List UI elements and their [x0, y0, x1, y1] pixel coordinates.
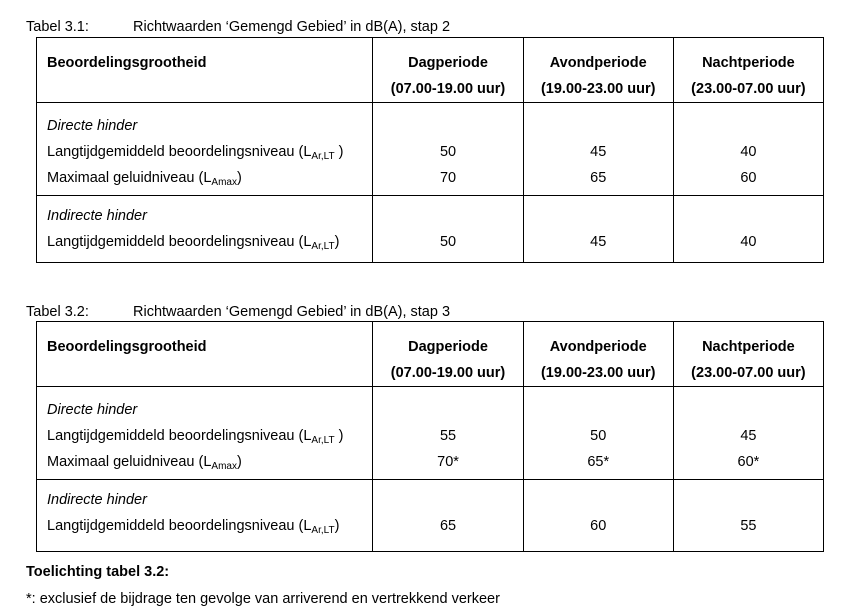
- value: 70*: [437, 454, 459, 470]
- label-cell: [37, 387, 373, 480]
- header-label: Beoordelingsgrootheid: [47, 55, 207, 71]
- table-3-2: [36, 321, 824, 552]
- value: 60: [740, 170, 757, 186]
- period-hours: (07.00-19.00 uur): [390, 81, 506, 97]
- value: 60*: [737, 454, 760, 470]
- period-hours: (23.00-07.00 uur): [691, 81, 806, 97]
- header-cell: [37, 322, 373, 387]
- direct-hinder-row: [37, 103, 824, 196]
- row-label: Langtijdgemiddeld beoordelingsniveau ($L_{Ar,LT}$ ): [47, 144, 344, 162]
- row-label: Maximaal geluidniveau $(L_{Amax})$: [47, 170, 242, 188]
- period-name: Dagperiode: [408, 339, 488, 355]
- value-cell: [523, 103, 673, 196]
- value: 65: [439, 518, 457, 534]
- value-cell: [373, 480, 523, 552]
- value-cell: [373, 103, 523, 196]
- value-cell: [673, 387, 823, 480]
- value: 40: [740, 234, 757, 250]
- section-title: Directe hinder: [47, 118, 138, 134]
- table-number: Tabel 3.1:: [26, 19, 89, 35]
- table-caption: [26, 19, 450, 35]
- value: 45: [590, 144, 607, 160]
- value: 55: [740, 518, 757, 534]
- period-name: Nachtperiode: [702, 339, 795, 355]
- period-hours: (07.00-19.00 uur): [390, 365, 506, 381]
- table-title: Richtwaarden ‘Gemengd Gebied’ in dB(A), stap 3: [133, 304, 451, 320]
- value: 50: [439, 144, 457, 160]
- header-cell: [373, 322, 523, 387]
- value: 55: [439, 428, 457, 444]
- header-cell: [673, 38, 823, 103]
- section-title: Indirecte hinder: [47, 208, 147, 224]
- value: 45: [740, 428, 757, 444]
- indirect-hinder-row: [37, 196, 824, 263]
- header-label: Beoordelingsgrootheid: [47, 339, 207, 355]
- period-hours: (19.00-23.00 uur): [540, 81, 656, 97]
- header-cell: [673, 322, 823, 387]
- label-cell: [37, 196, 373, 263]
- section-title: Indirecte hinder: [47, 492, 147, 508]
- period-hours: (23.00-07.00 uur): [691, 365, 806, 381]
- table-caption: [26, 304, 450, 320]
- header-cell: [523, 38, 673, 103]
- row-label: Maximaal geluidniveau $(L_{Amax})$: [47, 454, 242, 472]
- note-title: Toelichting tabel 3.2:: [26, 564, 170, 580]
- value-cell: [373, 387, 523, 480]
- value: 65*: [587, 454, 610, 470]
- section-title: Directe hinder: [47, 402, 138, 418]
- direct-hinder-row: [37, 387, 824, 480]
- header-cell: [373, 38, 523, 103]
- value-cell: [673, 196, 823, 263]
- period-hours: (19.00-23.00 uur): [540, 365, 656, 381]
- header-cell: [523, 322, 673, 387]
- table-number: Tabel 3.2:: [26, 304, 89, 320]
- value: 50: [590, 428, 607, 444]
- note-text: *: exclusief de bijdrage ten gevolge van arriverend en vertrekkend verkeer: [26, 591, 500, 607]
- value: 70: [439, 170, 457, 186]
- value-cell: [673, 103, 823, 196]
- table-3-1: [36, 37, 824, 263]
- table-title: Richtwaarden ‘Gemengd Gebied’ in dB(A), stap 2: [133, 19, 451, 35]
- row-label: Langtijdgemiddeld beoordelingsniveau $(L_{Ar,LT})$: [47, 518, 340, 536]
- row-label: Langtijdgemiddeld beoordelingsniveau $(L_{Ar,LT})$: [47, 234, 340, 252]
- header-row: [37, 38, 824, 103]
- value-cell: [523, 480, 673, 552]
- header-cell: [37, 38, 373, 103]
- value-cell: [373, 196, 523, 263]
- value-cell: [673, 480, 823, 552]
- header-row: [37, 322, 824, 387]
- value-cell: [523, 196, 673, 263]
- label-cell: [37, 103, 373, 196]
- indirect-hinder-row: [37, 480, 824, 552]
- row-label: Langtijdgemiddeld beoordelingsniveau ($L_{Ar,LT}$ ): [47, 428, 344, 446]
- value: 45: [590, 234, 607, 250]
- label-cell: [37, 480, 373, 552]
- value: 50: [439, 234, 457, 250]
- period-name: Avondperiode: [549, 339, 647, 355]
- value: 60: [590, 518, 607, 534]
- value-cell: [523, 387, 673, 480]
- period-name: Nachtperiode: [702, 55, 795, 71]
- value: 65: [590, 170, 607, 186]
- period-name: Avondperiode: [549, 55, 647, 71]
- value: 40: [740, 144, 757, 160]
- period-name: Dagperiode: [408, 55, 488, 71]
